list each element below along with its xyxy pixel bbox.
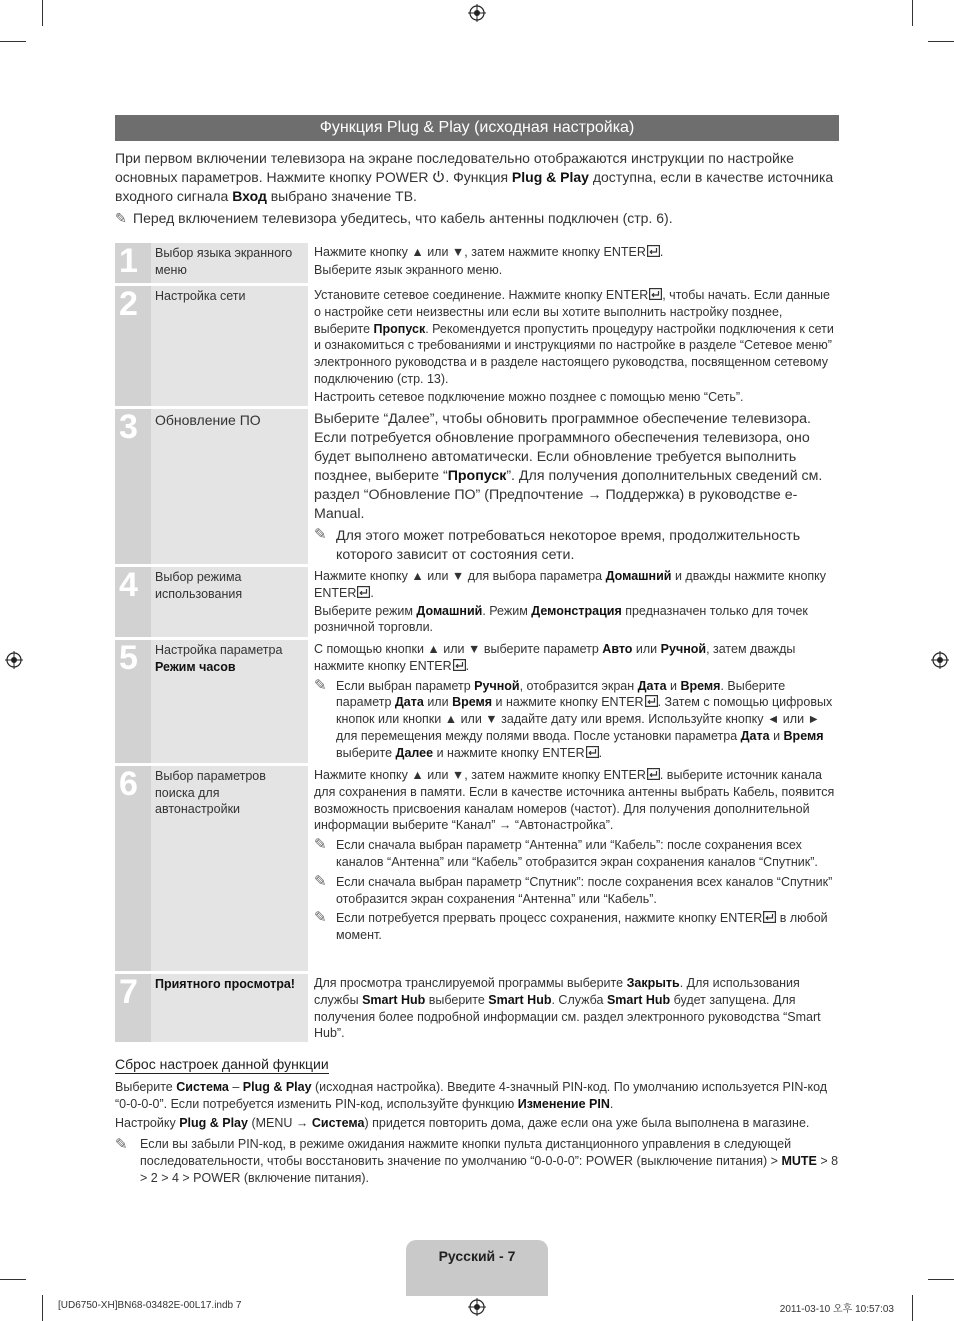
crop-mark [912, 1295, 913, 1321]
step-description [312, 286, 839, 406]
step-text: . Рекомендуется пропустить процедуру настройки подключения к сети и ознакомиться с требованиями и инструкциями по настройке в разделе “Сетевое меню” электронного руководства и в разделе настоящего руководства, посвященном сетевому подключению (стр. 13). [314, 321, 834, 386]
step-title: Обновление ПО [151, 409, 308, 564]
change-pin-label: Изменение PIN [517, 1097, 610, 1111]
step-title: Настройка сети [151, 286, 308, 406]
step-text: Нажмите кнопку ▲ или ▼ для выбора параметра [314, 569, 606, 583]
step-title: Выбор параметров поиска для автонастройки [151, 766, 308, 971]
intro-text: При первом включении телевизора на экране последовательно отображаются инструкции по настройке основных параметров. Нажмите кнопку [115, 150, 794, 185]
note-text: или [423, 695, 453, 710]
step-title [151, 640, 308, 763]
crop-mark [42, 1295, 43, 1321]
step-note [314, 837, 839, 871]
smart-hub-label: Smart Hub [488, 992, 552, 1007]
step-row [115, 286, 839, 406]
reset-text: ) придется повторить дома, даже если она уже была выполнена в магазине. [364, 1116, 810, 1130]
crop-mark [928, 1279, 954, 1280]
step-number: 7 [115, 974, 151, 1042]
plug-and-play-label: Plug & Play [179, 1116, 248, 1130]
step-description [312, 974, 839, 1042]
step-text: С помощью кнопки ▲ или ▼ выберите параметр [314, 642, 603, 656]
step-number: 5 [115, 640, 151, 763]
intro-paragraph [115, 149, 839, 206]
pencil-note-icon: ✎ [314, 909, 327, 927]
registration-mark-icon [5, 651, 23, 669]
input-label: Вход [232, 188, 267, 204]
crop-mark [0, 41, 26, 42]
note-text: , отобразится экран [519, 678, 638, 693]
file-slug: [UD6750-XH]BN68-03482E-00L17.indb 7 [58, 1300, 242, 1311]
note-text: Если выбран параметр [336, 678, 475, 693]
time-label: Время [452, 695, 493, 710]
close-label: Закрыть [626, 976, 680, 990]
section-title: Функция Plug & Play (исходная настройка) [115, 115, 839, 141]
step-note [314, 910, 839, 944]
note-text: в любой момент. [336, 911, 828, 943]
intro-text: выбрано значение ТВ. [266, 188, 417, 204]
intro-text: доступна, если в качестве источника входного сигнала [115, 169, 834, 204]
intro-note [115, 209, 839, 228]
pencil-note-icon: ✎ [314, 836, 327, 854]
reset-note-text [140, 1136, 839, 1187]
enter-key-icon [356, 586, 370, 600]
note-text: Если вы забыли PIN-код, в режиме ожидания нажмите кнопки пульта дистанционного управления в следующей последовательности, чтобы восстановить значение по умолчанию “0-0-0-0”: POWER (выключение питания) > [140, 1137, 792, 1168]
step-note [314, 678, 839, 762]
registration-mark-icon [468, 1298, 486, 1316]
step-note-text: Если сначала выбран параметр “Спутник”: после сохранения всех каналов “Спутник” отобразится экран сохранения “Антенна” или “Кабель”. [336, 874, 833, 906]
next-label: Далее [395, 745, 434, 760]
note-text: . Выберите параметр [336, 678, 786, 710]
note-text: > 8 > 2 > 4 > POWER (включение питания). [140, 1154, 839, 1185]
note-text: Если потребуется прервать процесс сохранения, нажмите кнопку ENTER [336, 911, 763, 926]
reset-text: – [228, 1080, 243, 1094]
step-text: , чтобы начать. Если данные о настройке сети неизвестны или если вы хотите выполнить настройку позднее, выберите [314, 288, 830, 336]
step-text: . Режим [482, 603, 532, 618]
pencil-note-icon: ✎ [115, 1136, 128, 1153]
reset-paragraph [115, 1079, 839, 1113]
step-number: 4 [115, 567, 151, 637]
reset-text: Настройку [115, 1116, 180, 1130]
step-note-text: Если выбран параметр Ручной, отобразится экран Дата и Время. Выберите параметр Дата или Время и нажмите кнопку ENTER . Затем с помощью цифровых кнопок или кнопки ▲ или ▼ задайте дату или время. Используйте кнопку ◄ или ► для перемещения между полями ввода. После установки параметра Дата и Время выберите Далее и нажмите кнопку ENTER . [336, 678, 833, 760]
enter-key-icon [646, 768, 660, 782]
pencil-note-icon: ✎ [314, 526, 327, 543]
note-text: и [666, 678, 681, 693]
step-description: С помощью кнопки ▲ или ▼ выберите параметр Авто или Ручной, затем дважды нажмите кнопку ENTER . ✎ Если выбран параметр Ручной, отобразится экран Дата и Время. Выберите параметр Дата или Время и нажмите кнопку ENTER . Затем с помощью цифровых кнопок или кнопки ▲ или ▼ задайте дату или время. Используйте кнопку ◄ или ► для перемещения между полями ввода. После установки параметра Дата и Время выберите Далее и нажмите кнопку ENTER . [312, 640, 839, 763]
reset-note [115, 1136, 839, 1187]
step-text: ”. Для получения дополнительных сведений см. раздел “Обновление ПО” (Предпочтение → Поддержка) в руководстве e-Manual. [314, 468, 823, 522]
step-title: Выбор режима использования [151, 567, 308, 637]
enter-key-icon [762, 911, 776, 925]
step-number: 2 [115, 286, 151, 406]
crop-mark [912, 0, 913, 26]
note-text: выберите [336, 745, 396, 760]
reset-heading: Сброс настроек данной функции [115, 1056, 329, 1072]
step-text: Для просмотра транслируемой программы выберите [314, 976, 627, 990]
power-label: POWER [375, 169, 429, 185]
step-row [115, 640, 839, 763]
manual-label: Ручной [660, 642, 707, 656]
plug-and-play-label: Plug & Play [511, 169, 589, 185]
registration-mark-icon [931, 651, 949, 669]
pencil-note-icon: ✎ [115, 210, 127, 226]
intro-note-text: Перед включением телевизора убедитесь, что кабель антенны подключен (стр. 6). [133, 210, 673, 226]
step-text: Выберите язык экранного меню. [314, 262, 503, 277]
note-text: и нажмите кнопку ENTER [433, 745, 585, 760]
step-note [314, 874, 839, 908]
reset-text: Выберите [115, 1080, 177, 1094]
page-number-tab: Русский - 7 [406, 1240, 548, 1296]
step-title-text: Настройка параметра [155, 643, 283, 657]
note-text: и нажмите кнопку ENTER [492, 695, 644, 710]
step-text: предназначен только для точек розничной торговли. [314, 603, 808, 635]
smart-hub-label: Smart Hub [606, 992, 671, 1007]
auto-label: Авто [602, 642, 633, 656]
intro-text: . Функция [445, 169, 512, 185]
demo-mode-label: Демонстрация [531, 603, 622, 618]
step-note-text: Если сначала выбран параметр “Антенна” или “Кабель”: после сохранения всех каналов “Антенна” или “Кабель” отобразится экран сохранения каналов “Спутник”. [336, 838, 818, 869]
step-text: . Для использования службы [314, 976, 800, 1007]
mute-label: MUTE [781, 1154, 817, 1168]
crop-mark [928, 41, 954, 42]
step-text: . выберите источник канала для сохранения в памяти. Если в качестве источника антенны выбрать Кабель, появится возможность присвоения каналам номеров (частот). Для получения дополнительной информации выберите “Канал” → “Автонастройка”. [314, 768, 835, 833]
step-note [314, 527, 839, 565]
registration-mark-icon [468, 4, 486, 22]
step-text: Выберите режим [314, 603, 417, 618]
reset-paragraph [115, 1115, 839, 1132]
step-row [115, 243, 839, 283]
home-mode-label: Домашний [605, 569, 672, 583]
step-text: и дважды нажмите кнопку ENTER [314, 569, 827, 600]
step-text: Настроить сетевое подключение можно позднее с помощью меню “Сеть”. [314, 389, 744, 404]
time-label: Время [783, 728, 824, 743]
step-text: , затем дважды нажмите кнопку ENTER [314, 642, 796, 673]
skip-label: Пропуск [447, 468, 507, 484]
step-text: Нажмите кнопку ▲ или ▼, затем нажмите кнопку ENTER [314, 245, 646, 259]
enter-key-icon [648, 288, 662, 302]
step-number: 6 [115, 766, 151, 971]
crop-mark [0, 1279, 26, 1280]
step-description [312, 409, 839, 564]
step-text: или [632, 642, 661, 656]
manual-label: Ручной [474, 678, 520, 693]
print-timestamp: 2011-03-10 오후 10:57:03 [779, 1304, 894, 1315]
step-number: 1 [115, 243, 151, 283]
step-text: . Служба [551, 992, 607, 1007]
step-row [115, 567, 839, 637]
skip-label: Пропуск [373, 321, 426, 336]
step-row [115, 766, 839, 971]
step-text: Установите сетевое соединение. Нажмите кнопку ENTER [314, 288, 649, 302]
step-text: будет запущена. Для получения более подробной информации см. раздел электронного руководства “Smart Hub”. [314, 992, 821, 1041]
pencil-note-icon: ✎ [314, 872, 327, 890]
date-label: Дата [394, 695, 424, 710]
plug-and-play-label: Plug & Play [242, 1080, 312, 1094]
step-text: Выберите “Далее”, чтобы обновить программное обеспечение телевизора. Если потребуется обновление программного обеспечения телевизора, оно будет выполнено автоматически. Если обновление требуется выполнить позднее, выберите “ [314, 411, 811, 484]
step-description: Нажмите кнопку ▲ или ▼ для выбора параметра Домашний и дважды нажмите кнопку ENTER . Выберите режим Домашний. Режим Демонстрация предназначен только для точек розничной торговли. [314, 569, 827, 635]
step-text: Нажмите кнопку ▲ или ▼, затем нажмите кнопку ENTER [314, 768, 646, 782]
steps-table [115, 243, 839, 1045]
time-label: Время [680, 678, 721, 693]
step-note-text: Для этого может потребоваться некоторое время, продолжительность которого зависит от состояния сети. [336, 528, 801, 563]
enter-key-icon [452, 659, 466, 673]
enter-key-icon [644, 695, 658, 709]
note-text: и [769, 728, 784, 743]
smart-hub-label: Smart Hub [362, 992, 426, 1007]
step-row [115, 974, 839, 1042]
system-label: Система [176, 1080, 229, 1094]
clock-mode-label: Режим часов [155, 659, 236, 674]
reset-text: . [609, 1097, 614, 1111]
date-label: Дата [740, 728, 770, 743]
crop-mark [42, 0, 43, 26]
power-icon [432, 170, 445, 183]
reset-text: (MENU → [247, 1116, 312, 1130]
step-description: Нажмите кнопку ▲ или ▼, затем нажмите кнопку ENTER . Выберите язык экранного меню. [312, 243, 839, 283]
step-title: Приятного просмотра! [151, 974, 308, 1042]
step-number: 3 [115, 409, 151, 564]
date-label: Дата [637, 678, 667, 693]
system-label: Система [311, 1116, 365, 1130]
enter-key-icon [646, 245, 660, 259]
step-title: Выбор языка экранного меню [151, 243, 308, 283]
pencil-note-icon: ✎ [314, 676, 327, 694]
step-row [115, 409, 839, 564]
reset-text: (исходная настройка). Введите 4-значный PIN-код. По умолчанию используется PIN-код “0-0-0-0”. Если потребуется изменить PIN-код, используйте функцию [115, 1080, 828, 1111]
step-description [312, 766, 839, 971]
enter-key-icon [585, 746, 599, 760]
note-text: . Затем с помощью цифровых кнопок или кнопки ▲ или ▼ задайте дату или время. Используйте кнопку ◄ или ► для перемещения между полями ввода. После установки параметра [336, 695, 833, 743]
home-mode-label: Домашний [416, 603, 483, 618]
step-note-text [336, 910, 839, 944]
step-text: выберите [425, 992, 489, 1007]
